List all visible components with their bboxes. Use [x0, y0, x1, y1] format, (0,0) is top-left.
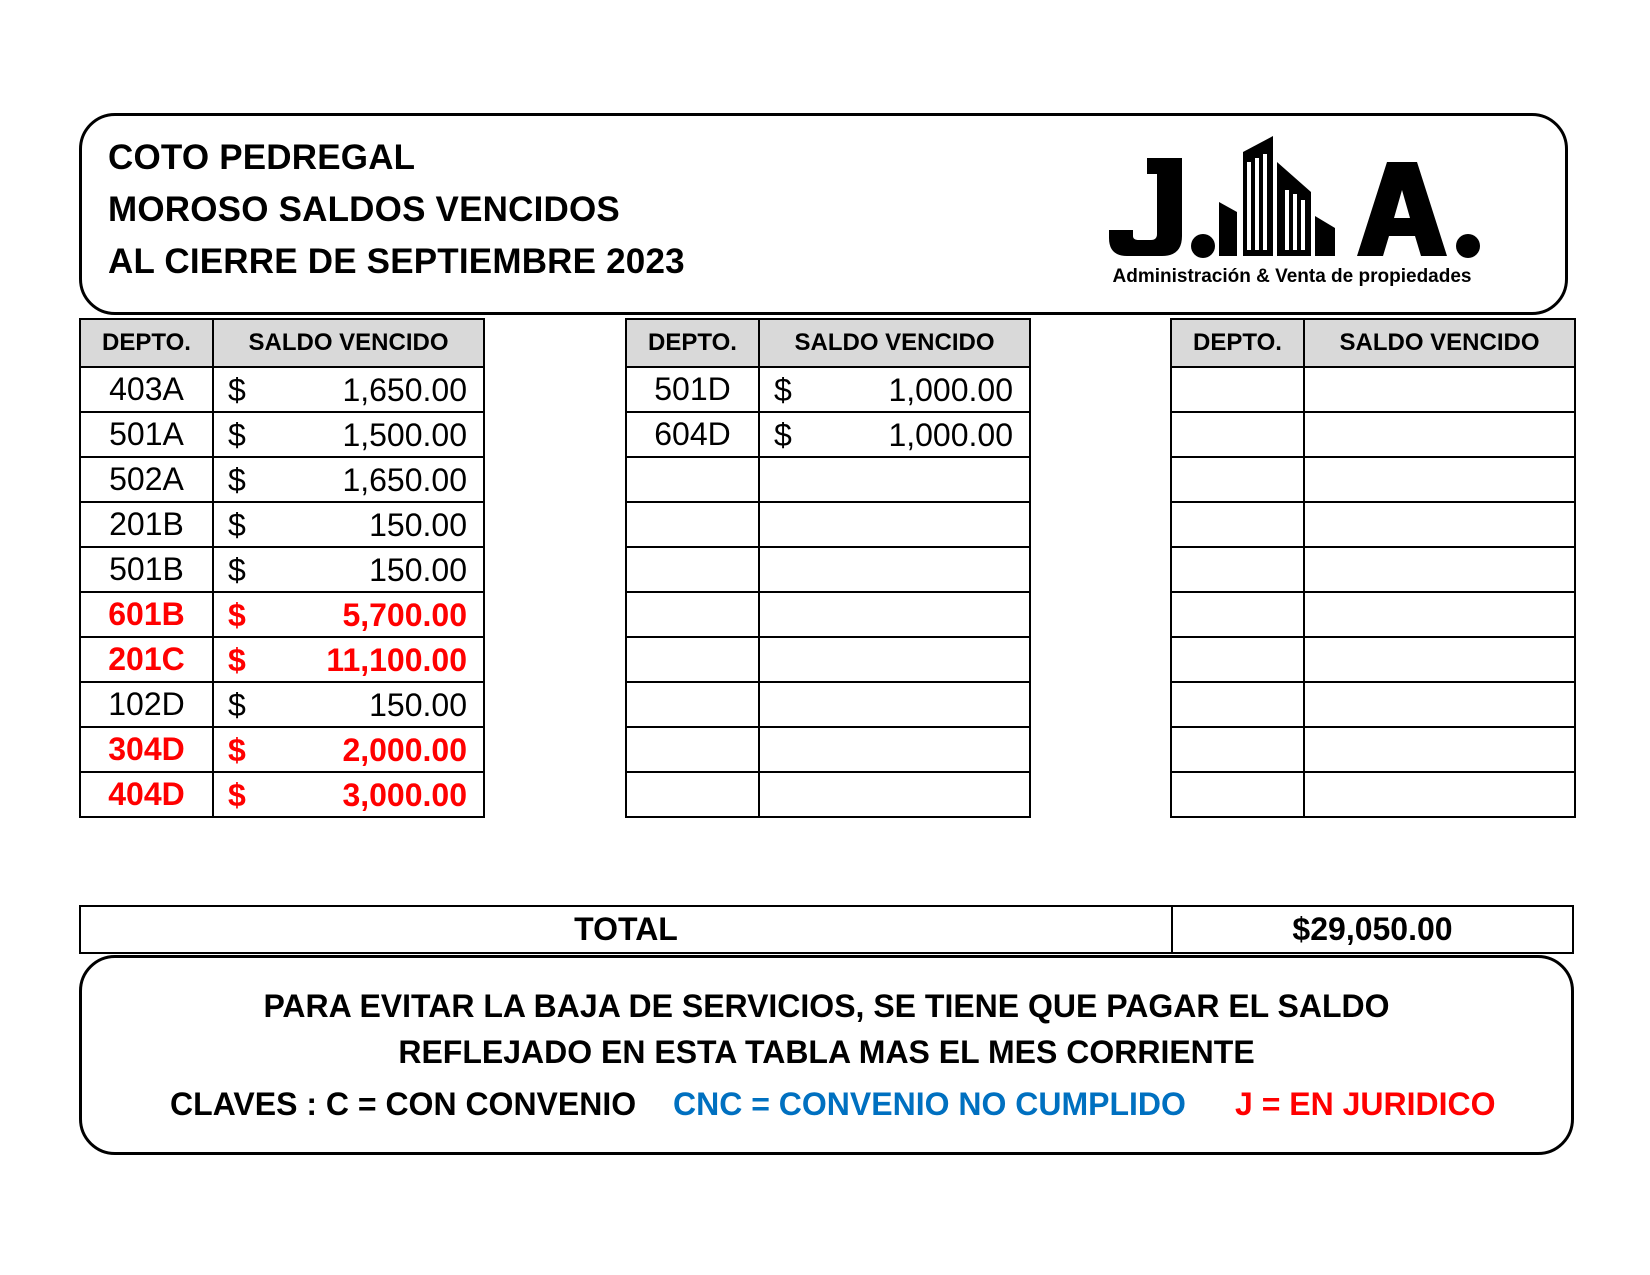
amount: 150.00 [369, 687, 467, 723]
saldo-cell [759, 682, 1030, 727]
notice-line-2: REFLEJADO EN ESTA TABLA MAS EL MES CORRIENTE [398, 1034, 1255, 1070]
saldo-cell [1304, 682, 1575, 727]
saldo-cell [213, 727, 484, 772]
depto-cell [1171, 682, 1304, 727]
total-row [79, 905, 1574, 954]
table-row [80, 772, 484, 817]
saldo-cell [1304, 772, 1575, 817]
saldo-cell [213, 367, 484, 412]
key-convenio-no-cumplido: CNC = CONVENIO NO CUMPLIDO [673, 1086, 1186, 1122]
currency-symbol: $ [228, 777, 246, 813]
table-row [80, 637, 484, 682]
saldo-cell [759, 772, 1030, 817]
table-row [626, 502, 1030, 547]
depto-cell [1171, 727, 1304, 772]
currency-symbol: $ [228, 642, 246, 678]
table-row [626, 772, 1030, 817]
col-header-depto: DEPTO. [1171, 319, 1304, 367]
depto-cell [1171, 367, 1304, 412]
logo-icon [1087, 128, 1507, 268]
table-row [1171, 547, 1575, 592]
depto-cell [1171, 502, 1304, 547]
depto-cell [1171, 637, 1304, 682]
saldo-cell [213, 547, 484, 592]
saldo-cell [759, 502, 1030, 547]
currency-symbol: $ [228, 417, 246, 453]
col-header-saldo: SALDO VENCIDO [1304, 319, 1575, 367]
table-row [626, 727, 1030, 772]
saldo-cell [759, 592, 1030, 637]
amount: 1,500.00 [342, 417, 467, 453]
depto-cell [1171, 547, 1304, 592]
balance-table-1 [79, 318, 485, 818]
col-header-saldo: SALDO VENCIDO [759, 319, 1030, 367]
depto-cell [626, 727, 759, 772]
table-row [80, 367, 484, 412]
amount: 1,650.00 [342, 372, 467, 408]
table-row [626, 367, 1030, 412]
saldo-cell [759, 547, 1030, 592]
key-en-juridico: J = EN JURIDICO [1235, 1086, 1496, 1122]
table-row [80, 592, 484, 637]
title-line-3: AL CIERRE DE SEPTIEMBRE 2023 [108, 242, 685, 281]
depto-cell [626, 547, 759, 592]
depto-cell: 501A [80, 412, 213, 457]
amount: 150.00 [369, 552, 467, 588]
table-row [80, 727, 484, 772]
table-row [626, 412, 1030, 457]
table-row [1171, 367, 1575, 412]
saldo-cell [1304, 547, 1575, 592]
col-header-depto: DEPTO. [80, 319, 213, 367]
saldo-cell [213, 682, 484, 727]
balance-table-3 [1170, 318, 1576, 818]
currency-symbol: $ [774, 417, 792, 453]
saldo-cell [1304, 727, 1575, 772]
saldo-cell [1304, 457, 1575, 502]
currency-symbol: $ [228, 732, 246, 768]
notice-line-1: PARA EVITAR LA BAJA DE SERVICIOS, SE TIENE QUE PAGAR EL SALDO [263, 988, 1390, 1024]
table-row [1171, 727, 1575, 772]
saldo-cell [1304, 367, 1575, 412]
depto-cell: 201B [80, 502, 213, 547]
title-line-1: COTO PEDREGAL [108, 138, 416, 177]
saldo-cell [213, 592, 484, 637]
table-row [80, 547, 484, 592]
saldo-cell [759, 637, 1030, 682]
amount: 150.00 [369, 507, 467, 543]
saldo-cell [213, 502, 484, 547]
currency-symbol: $ [228, 372, 246, 408]
saldo-cell [1304, 592, 1575, 637]
table-row [80, 412, 484, 457]
table-row [626, 592, 1030, 637]
depto-cell: 501B [80, 547, 213, 592]
depto-cell: 102D [80, 682, 213, 727]
table-row [1171, 682, 1575, 727]
table-row [1171, 592, 1575, 637]
saldo-cell [759, 412, 1030, 457]
depto-cell [1171, 772, 1304, 817]
col-header-saldo: SALDO VENCIDO [213, 319, 484, 367]
currency-symbol: $ [228, 507, 246, 543]
amount: 1,650.00 [342, 462, 467, 498]
amount: 2,000.00 [342, 732, 467, 768]
depto-cell: 502A [80, 457, 213, 502]
header-box [79, 113, 1568, 315]
depto-cell: 604D [626, 412, 759, 457]
currency-symbol: $ [228, 687, 246, 723]
table-row [1171, 502, 1575, 547]
table-row [1171, 637, 1575, 682]
depto-cell [1171, 592, 1304, 637]
table-row [626, 637, 1030, 682]
logo-subtitle: Administración & Venta de propiedades [1112, 266, 1472, 287]
depto-cell [626, 502, 759, 547]
saldo-cell [1304, 637, 1575, 682]
currency-symbol: $ [228, 462, 246, 498]
notice-box [79, 955, 1574, 1155]
table-row [626, 682, 1030, 727]
total-value: $29,050.00 [1292, 911, 1453, 947]
saldo-cell [213, 772, 484, 817]
table-row [1171, 772, 1575, 817]
amount: 1,000.00 [888, 417, 1013, 453]
title-line-2: MOROSO SALDOS VENCIDOS [108, 190, 620, 229]
table-row [626, 547, 1030, 592]
saldo-cell [1304, 412, 1575, 457]
saldo-cell [759, 727, 1030, 772]
depto-cell: 201C [80, 637, 213, 682]
amount: 3,000.00 [342, 777, 467, 813]
depto-cell: 404D [80, 772, 213, 817]
depto-cell [626, 637, 759, 682]
saldo-cell [213, 637, 484, 682]
amount: 11,100.00 [326, 642, 467, 678]
total-label: TOTAL [81, 907, 1173, 952]
table-row [80, 457, 484, 502]
currency-symbol: $ [228, 552, 246, 588]
depto-cell [626, 682, 759, 727]
saldo-cell [213, 412, 484, 457]
company-logo [1087, 128, 1507, 288]
depto-cell [1171, 412, 1304, 457]
saldo-cell [1304, 502, 1575, 547]
saldo-cell [213, 457, 484, 502]
depto-cell: 403A [80, 367, 213, 412]
depto-cell: 304D [80, 727, 213, 772]
table-row [80, 502, 484, 547]
balance-table-2 [625, 318, 1031, 818]
key-con-convenio: CLAVES : C = CON CONVENIO [170, 1086, 637, 1122]
col-header-depto: DEPTO. [626, 319, 759, 367]
depto-cell: 601B [80, 592, 213, 637]
table-row [626, 457, 1030, 502]
depto-cell [626, 457, 759, 502]
depto-cell [626, 772, 759, 817]
amount: 1,000.00 [888, 372, 1013, 408]
currency-symbol: $ [228, 597, 246, 633]
saldo-cell [759, 367, 1030, 412]
table-row [80, 682, 484, 727]
depto-cell [1171, 457, 1304, 502]
currency-symbol: $ [774, 372, 792, 408]
depto-cell: 501D [626, 367, 759, 412]
table-row [1171, 457, 1575, 502]
saldo-cell [759, 457, 1030, 502]
depto-cell [626, 592, 759, 637]
amount: 5,700.00 [342, 597, 467, 633]
table-row [1171, 412, 1575, 457]
